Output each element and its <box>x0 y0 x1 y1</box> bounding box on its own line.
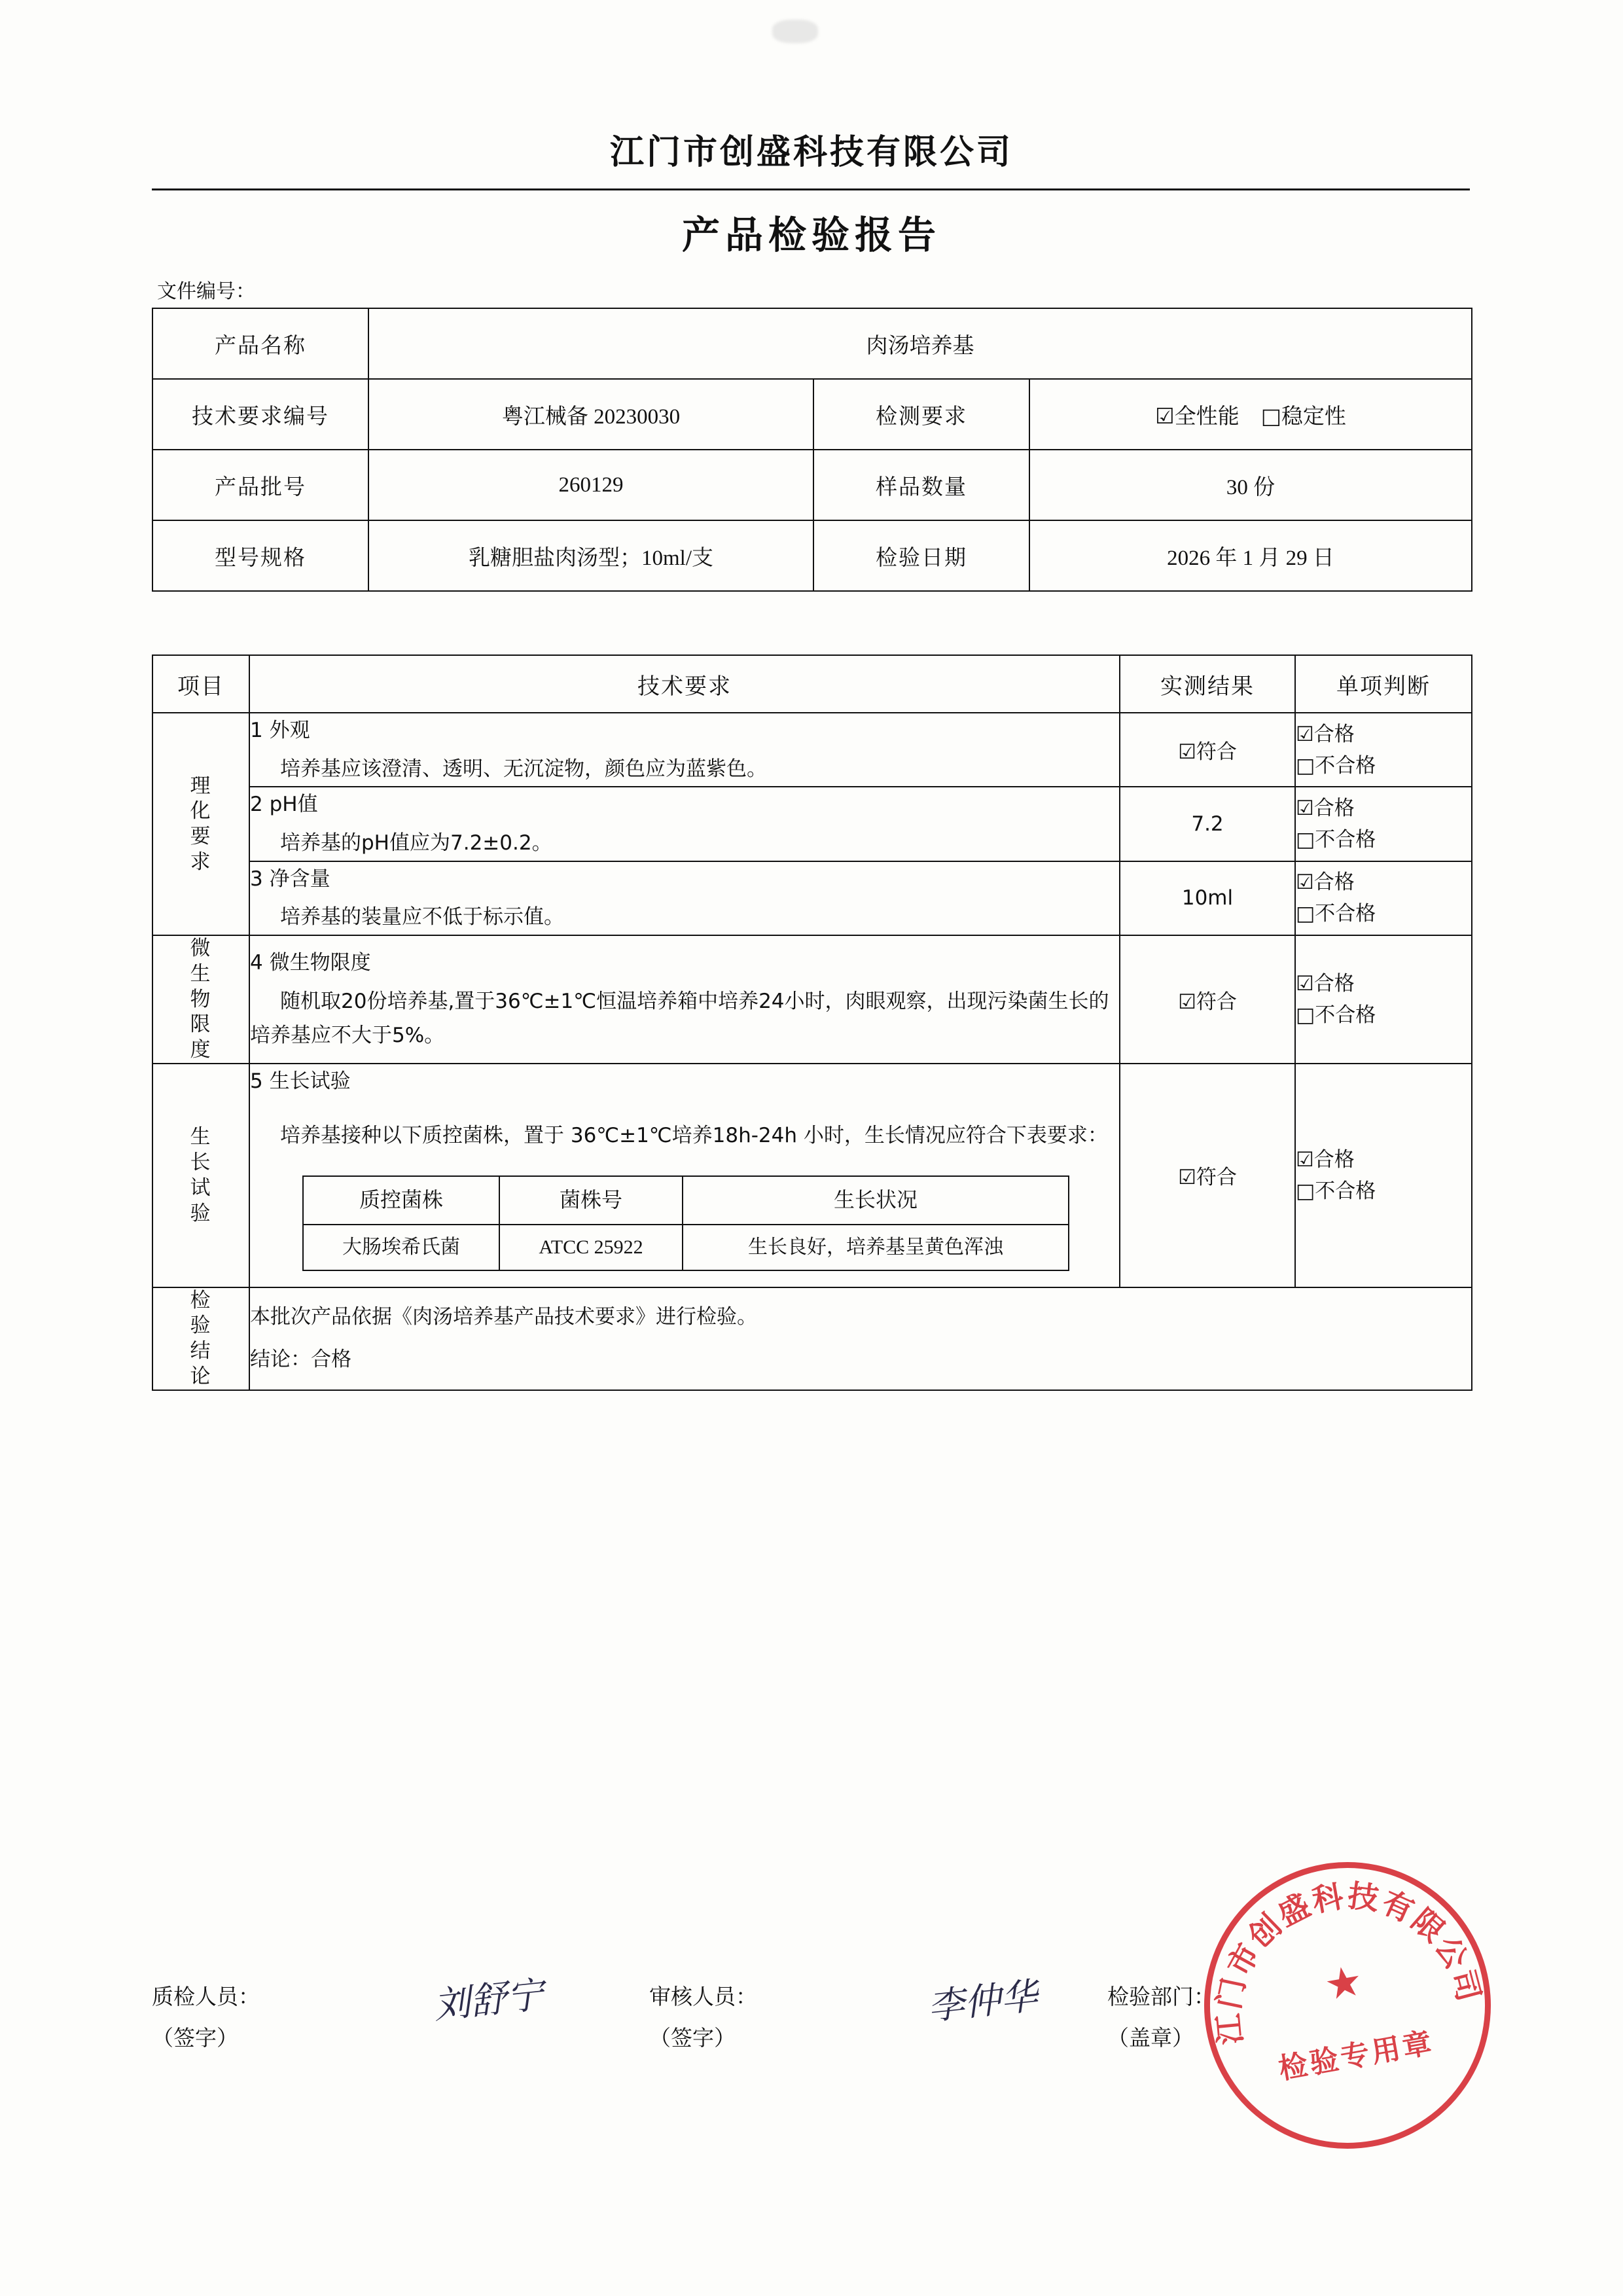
requirement-detail: 培养基的装量应不低于标示值。 <box>280 905 564 929</box>
result-microbial-limit: ☑符合 <box>1120 935 1295 1064</box>
test-req-value <box>1029 379 1472 450</box>
result-net-content: 10ml <box>1120 861 1295 935</box>
col-judgement: 单项判断 <box>1295 655 1472 713</box>
test-req-label: 检测要求 <box>813 379 1029 450</box>
product-name-label: 产品名称 <box>152 308 368 379</box>
reviewer-signature: 李仲华 <box>925 1976 1040 2028</box>
batch-label: 产品批号 <box>152 450 368 520</box>
requirement-detail: 培养基接种以下质控菌株，置于 36℃±1℃培养18h-24h 小时，生长情况应符合下表要求： <box>280 1123 1108 1147</box>
col-item: 项目 <box>152 655 249 713</box>
judgement-fail[interactable]: □不合格 <box>1296 828 1376 852</box>
document-number-label: 文件编号： <box>157 280 255 303</box>
table-row <box>152 379 1472 450</box>
requirement-detail: 随机取20份培养基,置于36℃±1℃恒温培养箱中培养24小时，肉眼观察，出现污染菌生长的培养基应不大于5%。 <box>250 989 1109 1048</box>
batch-value: 260129 <box>368 450 813 520</box>
sample-qty-label: 样品数量 <box>813 450 1029 520</box>
judgement-pass[interactable]: ☑合格 <box>1296 797 1355 821</box>
requirement-title: 3 净含量 <box>250 867 330 891</box>
inspector-sign-label: （签字） <box>152 2024 238 2051</box>
table-row <box>152 861 1472 935</box>
strain-name: 大肠埃希氏菌 <box>303 1225 499 1270</box>
reviewer-sign-label: （签字） <box>649 2024 736 2051</box>
model-label: 型号规格 <box>152 520 368 591</box>
judgement-appearance <box>1295 713 1472 787</box>
judgement-net-content <box>1295 861 1472 935</box>
tech-req-no-label: 技术要求编号 <box>152 379 368 450</box>
requirement-microbial-limit <box>249 935 1120 1064</box>
test-date-label: 检验日期 <box>813 520 1029 591</box>
requirement-title: 4 微生物限度 <box>250 950 371 975</box>
conclusion-content <box>249 1287 1472 1390</box>
conclusion-line-1: 本批次产品依据《肉汤培养基产品技术要求》进行检验。 <box>250 1305 757 1329</box>
sample-qty-value: 30 份 <box>1029 450 1472 520</box>
table-row <box>303 1225 1069 1270</box>
reviewer-label: 审核人员： <box>649 1984 757 2009</box>
judgement-pass[interactable]: ☑合格 <box>1296 722 1355 746</box>
requirement-title: 2 pH值 <box>250 793 318 817</box>
table-row <box>152 520 1472 591</box>
requirement-ph <box>249 787 1120 861</box>
requirement-title: 5 生长试验 <box>250 1069 351 1093</box>
result-ph: 7.2 <box>1120 787 1295 861</box>
table-row <box>152 450 1472 520</box>
conclusion-line-2: 结论：合格 <box>250 1348 351 1372</box>
judgement-fail[interactable]: □不合格 <box>1296 753 1376 778</box>
requirement-detail: 培养基的pH值应为7.2±0.2。 <box>280 831 552 855</box>
col-growth-status: 生长状况 <box>683 1176 1069 1225</box>
requirement-detail: 培养基应该澄清、透明、无沉淀物，颜色应为蓝紫色。 <box>280 757 767 781</box>
judgement-microbial-limit <box>1295 935 1472 1064</box>
inspector-block <box>152 1977 260 2058</box>
judgement-ph <box>1295 787 1472 861</box>
requirement-net-content <box>249 861 1120 935</box>
col-strain: 质控菌株 <box>303 1176 499 1225</box>
company-name: 江门市创盛科技有限公司 <box>609 133 1013 172</box>
table-row <box>152 308 1472 379</box>
result-growth-test: ☑符合 <box>1120 1064 1295 1287</box>
company-seal <box>1181 1839 1513 2171</box>
col-measured-result: 实测结果 <box>1120 655 1295 713</box>
department-block <box>1107 1977 1215 2058</box>
judgement-pass[interactable]: ☑合格 <box>1296 1147 1355 1172</box>
judgement-fail[interactable]: □不合格 <box>1296 1003 1376 1027</box>
growth-status: 生长良好，培养基呈黄色浑浊 <box>683 1225 1069 1270</box>
svg-text:江门市创盛科技有限公司: 江门市创盛科技有限公司 <box>1210 1878 1488 2047</box>
judgement-pass[interactable]: ☑合格 <box>1296 971 1355 996</box>
inspection-table <box>152 655 1472 1391</box>
checkbox-full-performance[interactable]: ☑全性能 <box>1155 403 1240 429</box>
judgement-fail[interactable]: □不合格 <box>1296 902 1376 926</box>
info-table <box>152 308 1472 592</box>
page-title: 产品检验报告 <box>681 213 941 257</box>
reviewer-block <box>649 1977 757 2058</box>
col-strain-no: 菌株号 <box>499 1176 683 1225</box>
judgement-growth-test <box>1295 1064 1472 1287</box>
conclusion-label: 检 验 结 论 <box>152 1287 249 1390</box>
inspector-label: 质检人员： <box>152 1984 260 2009</box>
table-header-row <box>303 1176 1069 1225</box>
growth-strain-table <box>302 1175 1069 1271</box>
result-appearance: ☑符合 <box>1120 713 1295 787</box>
table-row <box>152 935 1472 1064</box>
paper-smudge <box>772 20 818 43</box>
table-row <box>152 787 1472 861</box>
group-label-microbial-limit: 微 生 物 限 度 <box>152 935 249 1064</box>
strain-number: ATCC 25922 <box>499 1225 683 1270</box>
seal-star-icon: ★ <box>1321 1957 1366 2010</box>
requirement-appearance <box>249 713 1120 787</box>
test-date-value: 2026 年 1 月 29 日 <box>1029 520 1472 591</box>
inspector-signature: 刘舒宁 <box>431 1975 546 2027</box>
judgement-fail[interactable]: □不合格 <box>1296 1179 1376 1203</box>
product-name-value: 肉汤培养基 <box>368 308 1472 379</box>
checkbox-stability[interactable]: □稳定性 <box>1260 403 1346 429</box>
seal-bottom-text: 检验专用章 <box>1276 2026 1437 2087</box>
group-label-physicochemical: 理 化 要 求 <box>152 713 249 935</box>
table-row <box>152 1287 1472 1390</box>
col-tech-requirement: 技术要求 <box>249 655 1120 713</box>
tech-req-no-value: 粤江械备 20230030 <box>368 379 813 450</box>
requirement-growth-test <box>249 1064 1120 1287</box>
department-label: 检验部门： <box>1107 1984 1215 2009</box>
department-sign-label: （盖章） <box>1107 2024 1194 2051</box>
requirement-title: 1 外观 <box>250 719 310 742</box>
table-row <box>152 1064 1472 1287</box>
table-header-row <box>152 655 1472 713</box>
model-value: 乳糖胆盐肉汤型；10ml/支 <box>368 520 813 591</box>
group-label-growth-test: 生 长 试 验 <box>152 1064 249 1287</box>
table-row <box>152 713 1472 787</box>
header-divider <box>152 188 1470 190</box>
judgement-pass[interactable]: ☑合格 <box>1296 870 1355 895</box>
